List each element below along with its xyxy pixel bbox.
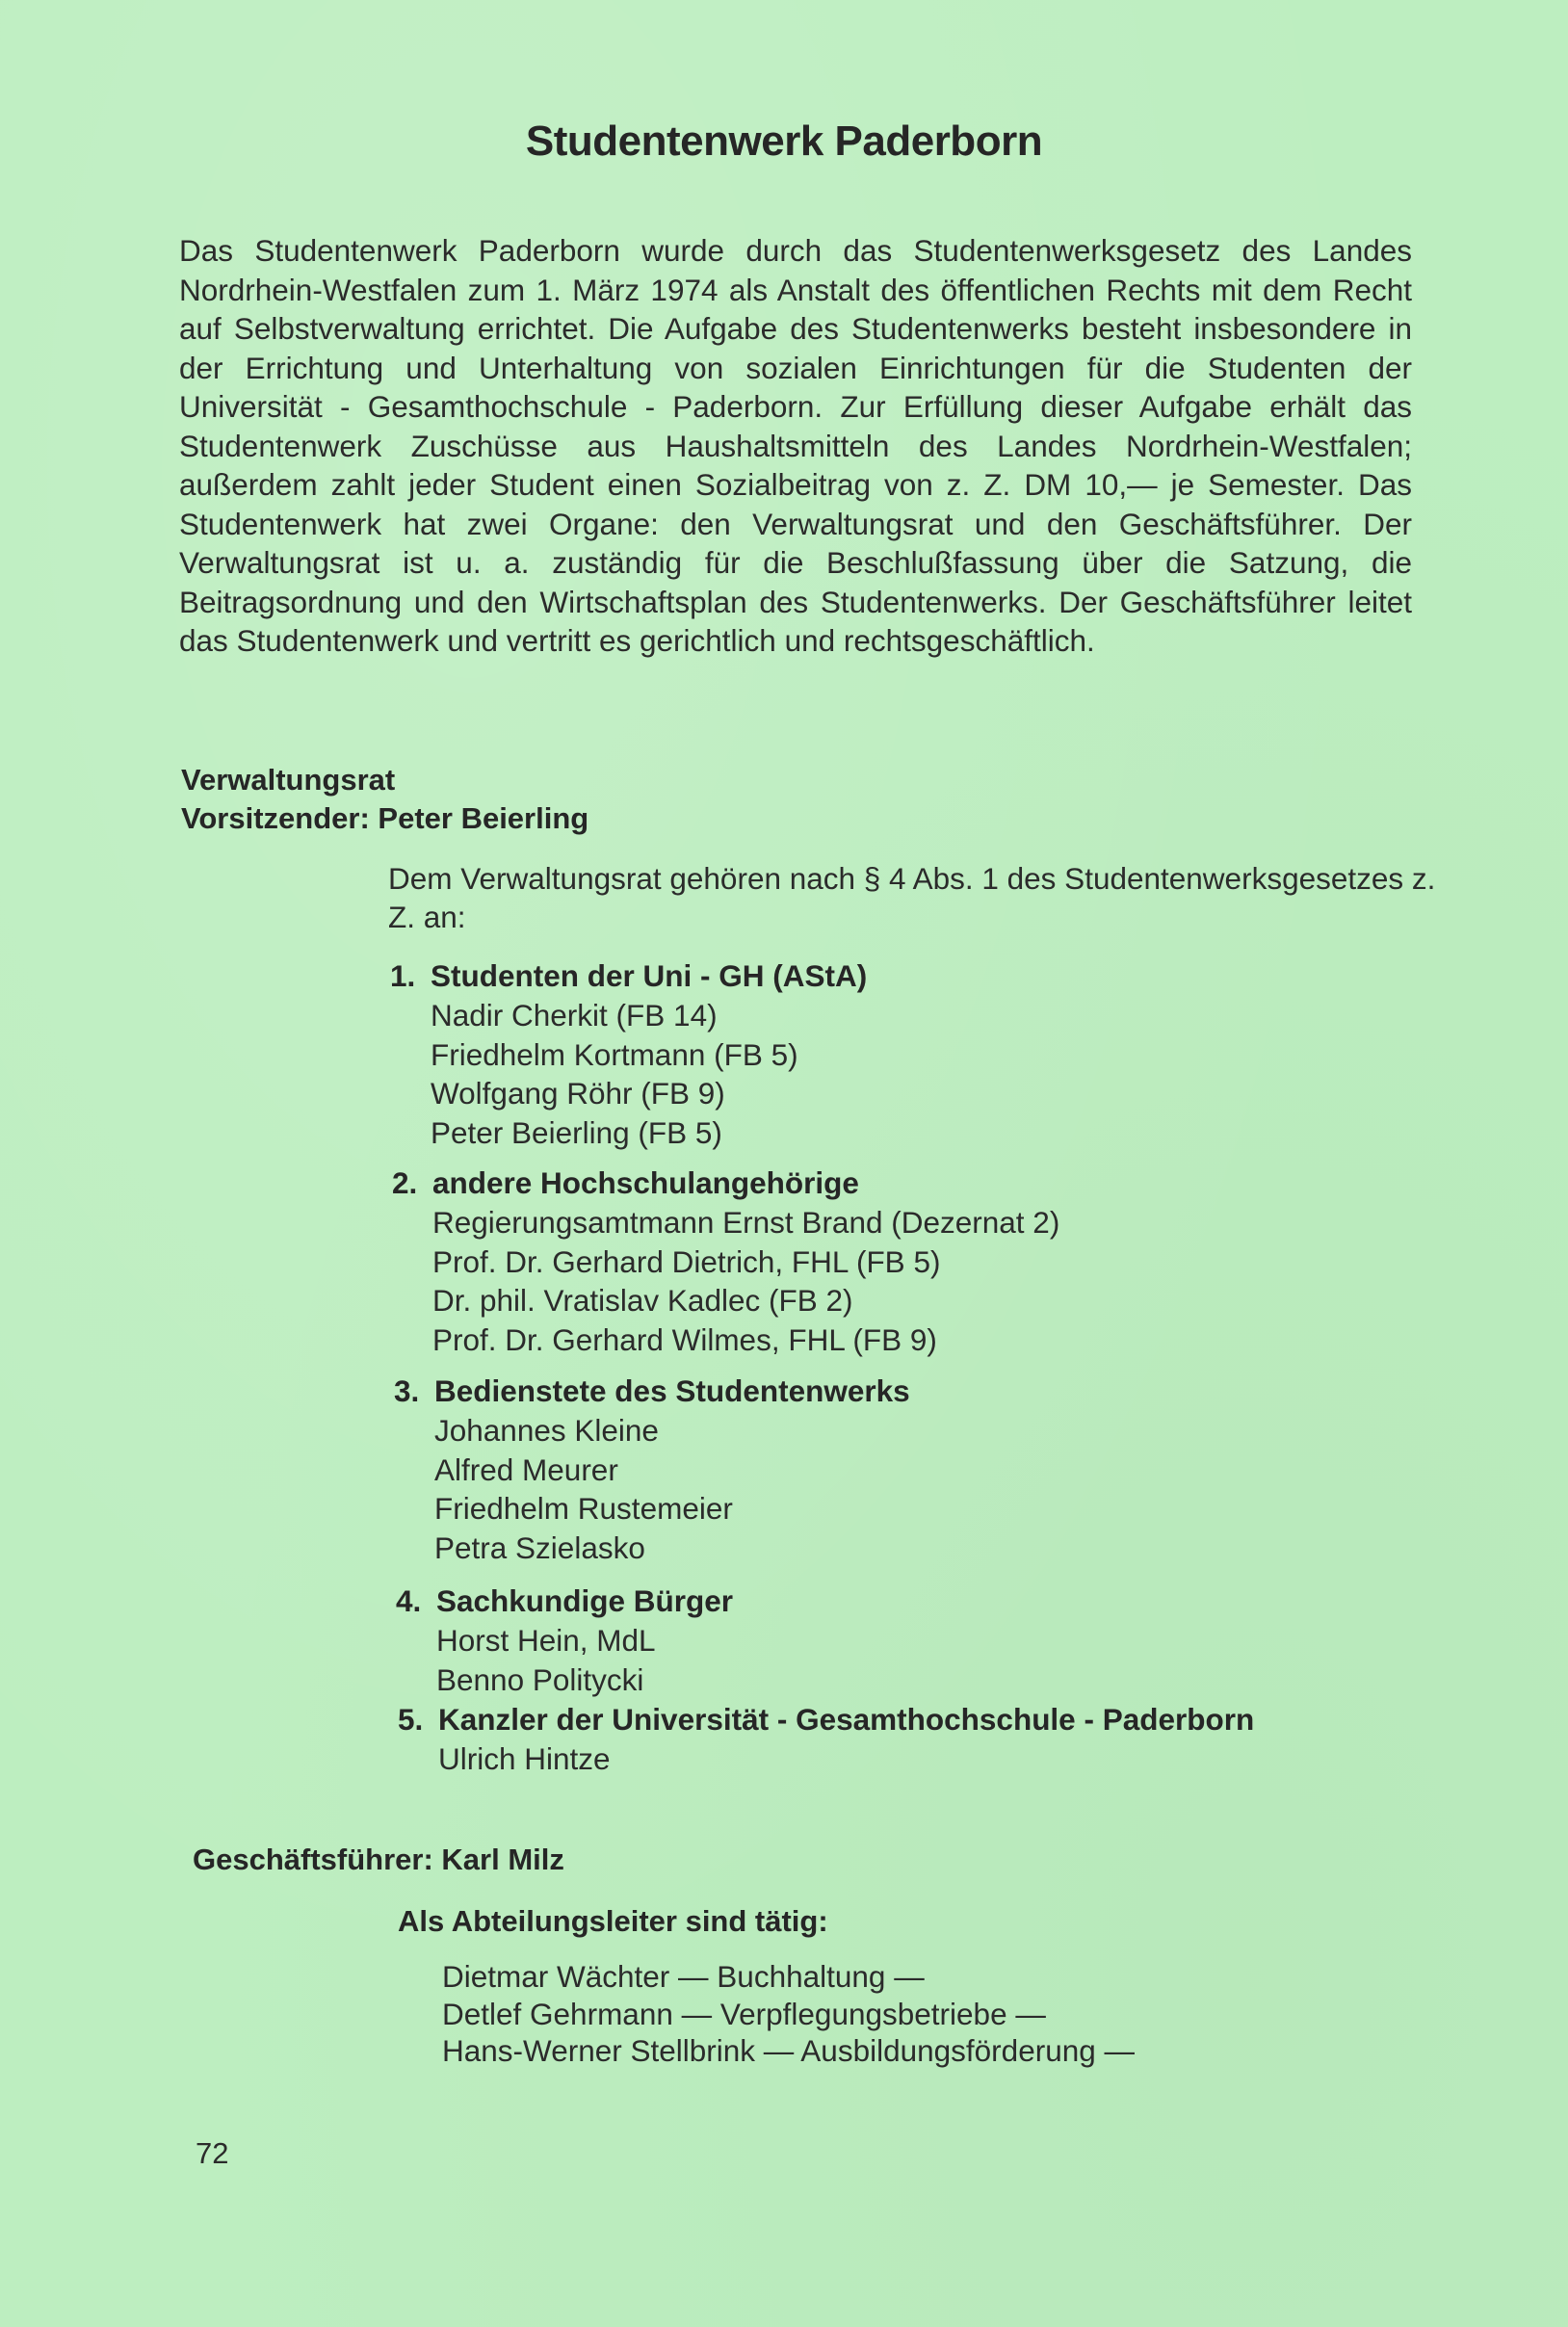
- member-group-4: [396, 1581, 733, 1699]
- member-name: Prof. Dr. Gerhard Wilmes, FHL (FB 9): [432, 1321, 937, 1357]
- member-group-3: [394, 1371, 910, 1567]
- member-name: Nadir Cherkit (FB 14): [431, 998, 718, 1033]
- member-name: Prof. Dr. Gerhard Dietrich, FHL (FB 5): [432, 1243, 941, 1279]
- departments-title: Als Abteilungsleiter sind tätig:: [398, 1904, 828, 1938]
- member-name: Friedhelm Kortmann (FB 5): [431, 1036, 798, 1072]
- member-name: Petra Szielasko: [434, 1530, 645, 1565]
- group-title: Studenten der Uni - GH (AStA): [431, 958, 868, 993]
- group-heading: [396, 1581, 733, 1621]
- verwaltungsrat-intro: Dem Verwaltungsrat gehören nach § 4 Abs. 1 des Studentenwerksgesetzes z. Z. an:: [388, 861, 1436, 934]
- member-name: Alfred Meurer: [434, 1451, 618, 1487]
- group-number: 2.: [392, 1165, 418, 1200]
- group-heading: [392, 1163, 1059, 1203]
- member-name: Wolfgang Röhr (FB 9): [431, 1076, 725, 1111]
- group-title: Kanzler der Universität - Gesamthochschule - Paderborn: [438, 1702, 1255, 1737]
- group-number: 5.: [398, 1702, 424, 1737]
- group-title: Sachkundige Bürger: [436, 1583, 734, 1618]
- geschaeftsfuehrer-heading: Geschäftsführer: Karl Milz: [193, 1843, 564, 1876]
- member-name: Benno Politycki: [436, 1661, 644, 1697]
- verwaltungsrat-heading-block: [181, 761, 588, 838]
- member-group-1: [390, 955, 867, 1152]
- group-title: Bedienstete des Studentenwerks: [434, 1373, 910, 1408]
- group-heading: [394, 1371, 910, 1411]
- member-name: Ulrich Hintze: [438, 1741, 611, 1776]
- verwaltungsrat-chair: Vorsitzender: Peter Beierling: [181, 801, 589, 835]
- group-number: 4.: [396, 1583, 422, 1618]
- member-group-2: [392, 1163, 1059, 1359]
- group-heading: [398, 1699, 1254, 1739]
- member-name: Peter Beierling (FB 5): [431, 1114, 722, 1150]
- intro-paragraph: Das Studentenwerk Paderborn wurde durch das Studentenwerksgesetz des Landes Nordrhein-Westfalen zum 1. März 1974 als Anstalt des öffentlichen Rechts mit dem Recht auf Selbstverwaltung errichtet. Die Aufgabe des Studentenwerks besteht insbesondere in der Errichtung und Unterhaltung von sozialen Einrichtungen für die Studenten der Universität - Gesamthochschule - Paderborn. Zur Erfüllung dieser Aufgabe erhält das Studentenwerk Zuschüsse aus Haushaltsmitteln des Landes Nordrhein-Westfalen; außerdem zahlt jeder Student einen Sozialbeitrag von z. Z. DM 10,— je Semester. Das Studentenwerk hat zwei Organe: den Verwaltungsrat und den Geschäftsführer. Der Verwaltungsrat ist u. a. zuständig für die Beschlußfassung über die Satzung, die Beitragsordnung und den Wirtschaftsplan des Studentenwerks. Der Geschäftsführer leitet das Studentenwerk und vertritt es gerichtlich und rechtsgeschäftlich.: [179, 233, 1412, 658]
- group-title: andere Hochschulangehörige: [432, 1165, 859, 1200]
- page-title: Studentenwerk Paderborn: [525, 118, 1043, 165]
- member-name: Regierungsamtmann Ernst Brand (Dezernat 2): [432, 1205, 1060, 1240]
- member-name: Horst Hein, MdL: [436, 1623, 656, 1658]
- department-item: Detlef Gehrmann — Verpflegungsbetriebe —: [442, 1996, 1046, 2031]
- departments-list: [442, 1958, 1135, 2070]
- member-name: Friedhelm Rustemeier: [434, 1491, 733, 1526]
- department-item: Hans-Werner Stellbrink — Ausbildungsförderung —: [442, 2033, 1136, 2068]
- member-name: Johannes Kleine: [434, 1413, 659, 1448]
- group-number: 3.: [394, 1373, 420, 1408]
- department-item: Dietmar Wächter — Buchhaltung —: [442, 1959, 925, 1994]
- group-heading: [390, 955, 867, 996]
- member-name: Dr. phil. Vratislav Kadlec (FB 2): [432, 1283, 853, 1318]
- page-number: 72: [196, 2136, 229, 2170]
- member-group-5: [398, 1699, 1254, 1779]
- group-number: 1.: [390, 958, 416, 993]
- verwaltungsrat-heading: Verwaltungsrat: [181, 763, 396, 797]
